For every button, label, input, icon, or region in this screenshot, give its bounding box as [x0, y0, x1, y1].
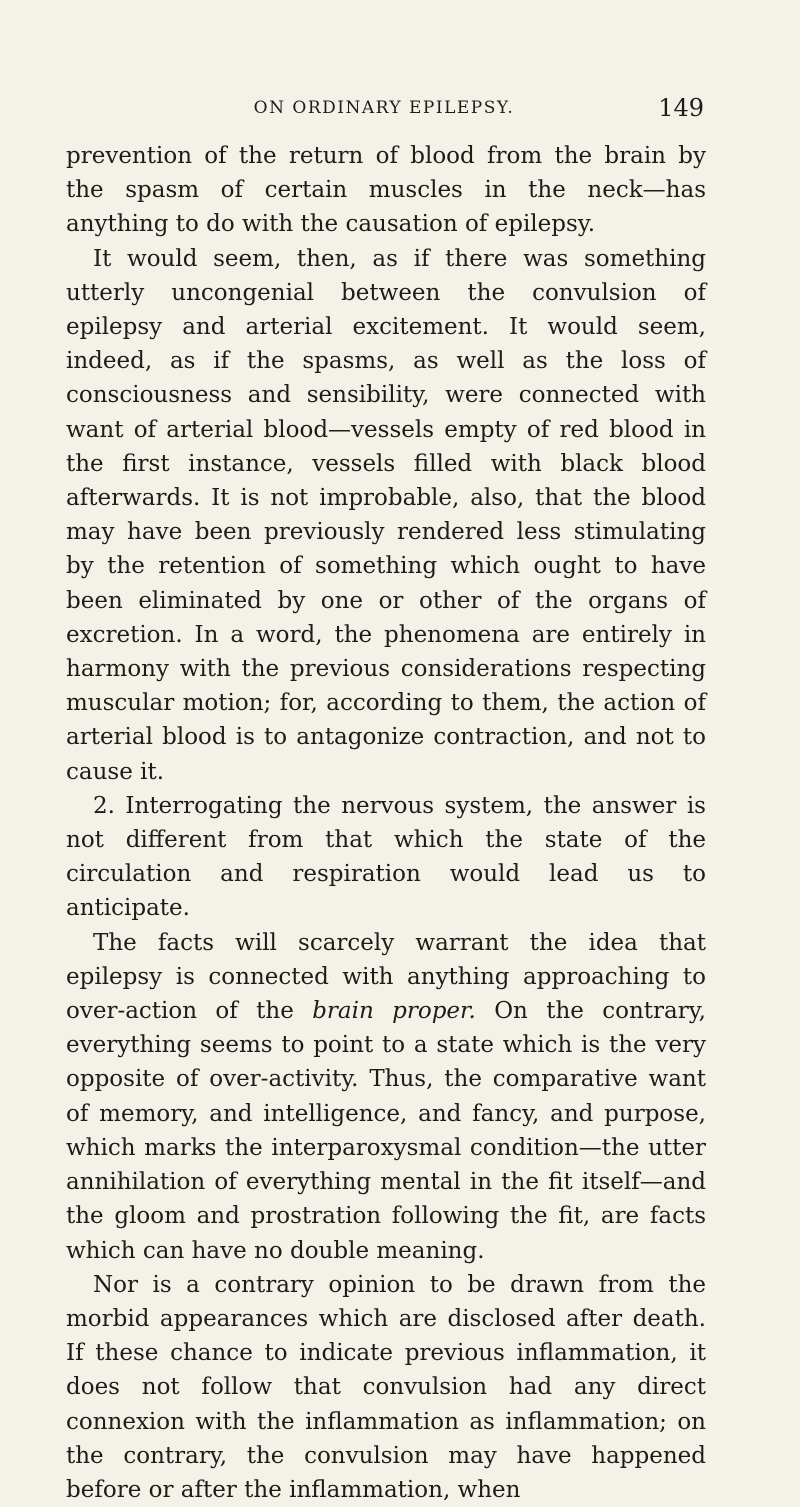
paragraph-continuation: prevention of the return of blood from the brain by the spasm of certain muscles in the neck—has anything to do with the causation of epilepsy. — [66, 143, 706, 238]
running-head — [64, 96, 704, 132]
paragraph-arterial-excitement: It would seem, then, as if there was something utterly uncongenial between the convulsion of epilepsy and arterial excitement. It would seem, indeed, as if the spasms, as well as the loss of consciousness and sensibility, were connected with want of arterial blood—vessels empty of red blood in the first instance, vessels filled with black blood afterwards. It is not improbable, also, that the blood may have been previously rendered less stimulating by the retention of something which ought to have been eliminated by one or other of the organs of excretion. In a word, the phenomena are entirely in harmony with the previous considerations respecting muscular motion; for, according to them, the action of arterial blood is to antagonize contraction, and not to cause it. — [66, 245, 706, 785]
paragraph-nervous-system: 2. Interrogating the nervous system, the answer is not different from that which the state of the circulation and respiration would lead us to anticipate. — [66, 792, 706, 922]
page-number: 149 — [658, 94, 704, 122]
paragraph-brain-proper — [66, 926, 706, 1268]
body-text — [66, 139, 706, 1507]
running-title: ON ORDINARY EPILEPSY. — [253, 98, 515, 118]
paragraph-morbid-appearances: Nor is a contrary opinion to be drawn from the morbid appearances which are disclosed after death. If these chance to indicate previous inflammation, it does not follow that convulsion had any direct connexion with the inflammation as inflammation; on the contrary, the convulsion may have happened before or after the inflammation, when — [66, 1271, 706, 1503]
paragraph-text-after: On the contrary, everything seems to point to a state which is the very opposite of over-activity. Thus, the comparative want of memory, and intelligence, and fancy, and purpose, which marks the interparoxysmal condition—the utter annihilation of everything mental in the fit itself—and the gloom and prostration following the fit, are facts which can have no double meaning. — [66, 998, 706, 1264]
italic-term: brain proper. — [312, 998, 476, 1025]
paragraph-text-before: The facts will scarcely warrant the idea that epilepsy is connected with anything approaching to over-action of the — [66, 929, 706, 1025]
